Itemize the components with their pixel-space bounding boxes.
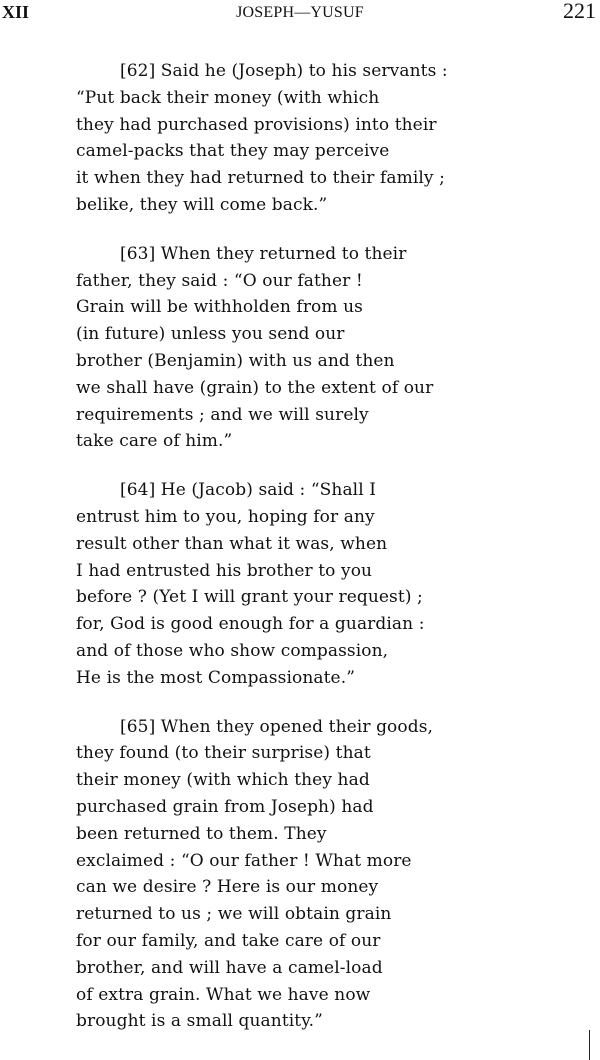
text-line: for our family, and take care of our [76,930,381,951]
text-line: result other than what it was, when [76,533,388,554]
text-line: been returned to them. They [76,823,327,844]
text-line: (in future) unless you send our [76,324,345,345]
text-line: purchased grain from Joseph) had [76,796,374,817]
text-line: we shall have (grain) to the extent of our [76,377,434,398]
text-line: He is the most Compassionate.” [76,667,355,688]
text-line: [65] When they opened their goods, [120,716,434,737]
page-number: 221 [563,0,596,23]
text-line: brought is a small quantity.” [76,1011,323,1032]
text-line: they found (to their surprise) that [76,743,371,764]
page-edge-mark [589,1030,590,1060]
text-line: they had purchased provisions) into their [76,114,437,135]
text-line: exclaimed : “O our father ! What more [76,850,412,871]
text-line: can we desire ? Here is our money [76,877,379,898]
text-line: belike, they will come back.” [76,194,328,215]
text-line: of extra grain. What we have now [76,984,371,1005]
text-line: I had entrusted his brother to you [76,560,373,581]
text-line: camel-packs that they may perceive [76,141,390,162]
text-line: and of those who show compassion, [76,640,389,661]
body-text [76,58,576,1057]
verse-paragraph [76,58,576,219]
running-title: JOSEPH—YUSUF [236,4,364,21]
verse-paragraph [76,477,576,691]
page-header [0,0,600,34]
text-line: their money (with which they had [76,770,370,791]
text-line: take care of him.” [76,431,233,452]
text-line: it when they had returned to their family ; [76,168,445,189]
text-line: before ? (Yet I will grant your request) ; [76,587,423,608]
verse-paragraph [76,714,576,1036]
text-line: [62] Said he (Joseph) to his servants : [120,61,448,81]
text-line: for, God is good enough for a guardian : [76,614,425,635]
text-line: brother, and will have a camel-load [76,957,383,978]
text-line: entrust him to you, hoping for any [76,506,375,527]
text-line: brother (Benjamin) with us and then [76,350,395,371]
text-line: father, they said : “O our father ! [76,270,363,291]
text-line: Grain will be withholden from us [76,297,363,318]
verse-paragraph [76,241,576,455]
text-line: returned to us ; we will obtain grain [76,904,392,925]
text-line: [64] He (Jacob) said : “Shall I [120,480,377,501]
text-line: requirements ; and we will surely [76,404,369,425]
text-line: [63] When they returned to their [120,243,407,264]
text-line: “Put back their money (with which [76,87,380,108]
chapter-number: XII [2,2,30,22]
